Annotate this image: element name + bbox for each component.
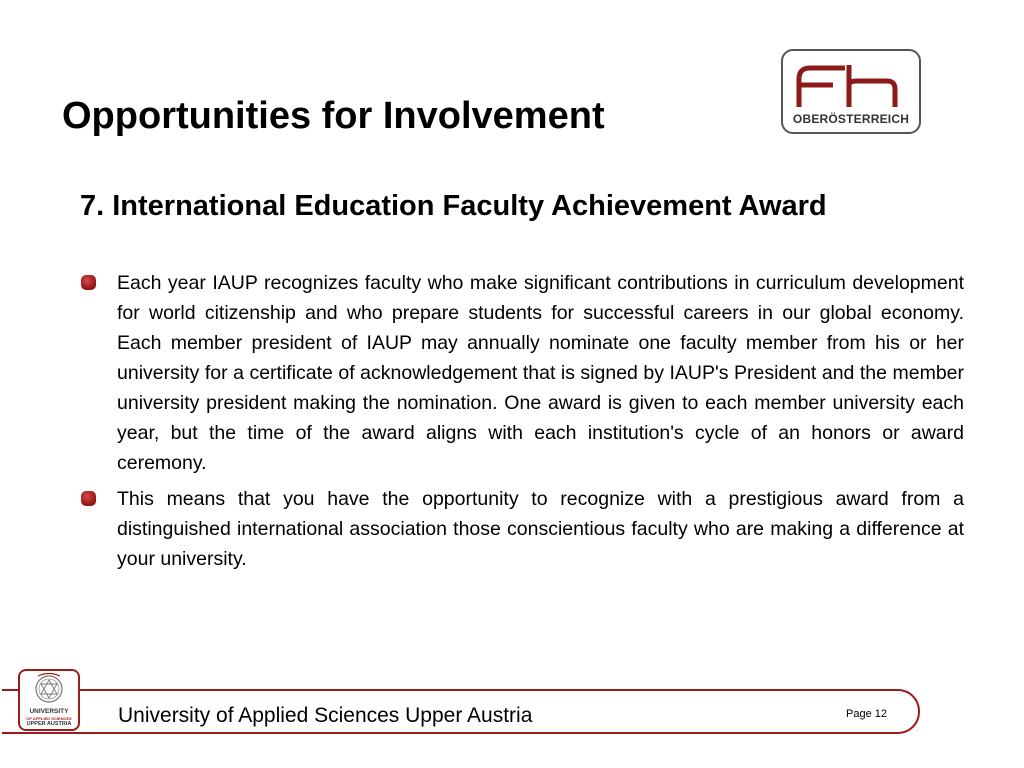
seal-caption: UPPER AUSTRIA bbox=[26, 721, 72, 727]
logo-caption: OBERÖSTERREICH bbox=[792, 112, 910, 126]
page-number: Page 12 bbox=[846, 708, 887, 720]
seal-caption: OF APPLIED SCIENCES bbox=[26, 716, 72, 721]
list-item bbox=[81, 484, 964, 574]
list-item bbox=[81, 268, 964, 478]
fh-logo bbox=[781, 49, 921, 134]
bullet-list bbox=[81, 268, 964, 580]
bullet-icon bbox=[81, 275, 96, 290]
bullet-icon bbox=[81, 491, 96, 506]
bullet-text: This means that you have the opportunity to recognize with a prestigious award from a distinguished international association those conscientious faculty who are making a difference at your university. bbox=[117, 488, 964, 570]
seal-caption: UNIVERSITY bbox=[29, 708, 69, 715]
bullet-text: Each year IAUP recognizes faculty who make significant contributions in curriculum development for world citizenship and who prepare students for successful careers in our global economy. Each member president of IAUP may annually nominate one faculty member from his or her university for a certificate of acknowledgement that is signed by IAUP's President and the member university president making the nomination. One award is given to each member university each year, but the time of the award aligns with each institution's cycle of an honors or award ceremony. bbox=[117, 272, 964, 474]
slide-subtitle: 7. International Education Faculty Achievement Award bbox=[80, 190, 827, 222]
slide-title: Opportunities for Involvement bbox=[62, 95, 605, 137]
footer-institution: University of Applied Sciences Upper Austria bbox=[118, 704, 533, 727]
university-seal bbox=[18, 669, 80, 731]
